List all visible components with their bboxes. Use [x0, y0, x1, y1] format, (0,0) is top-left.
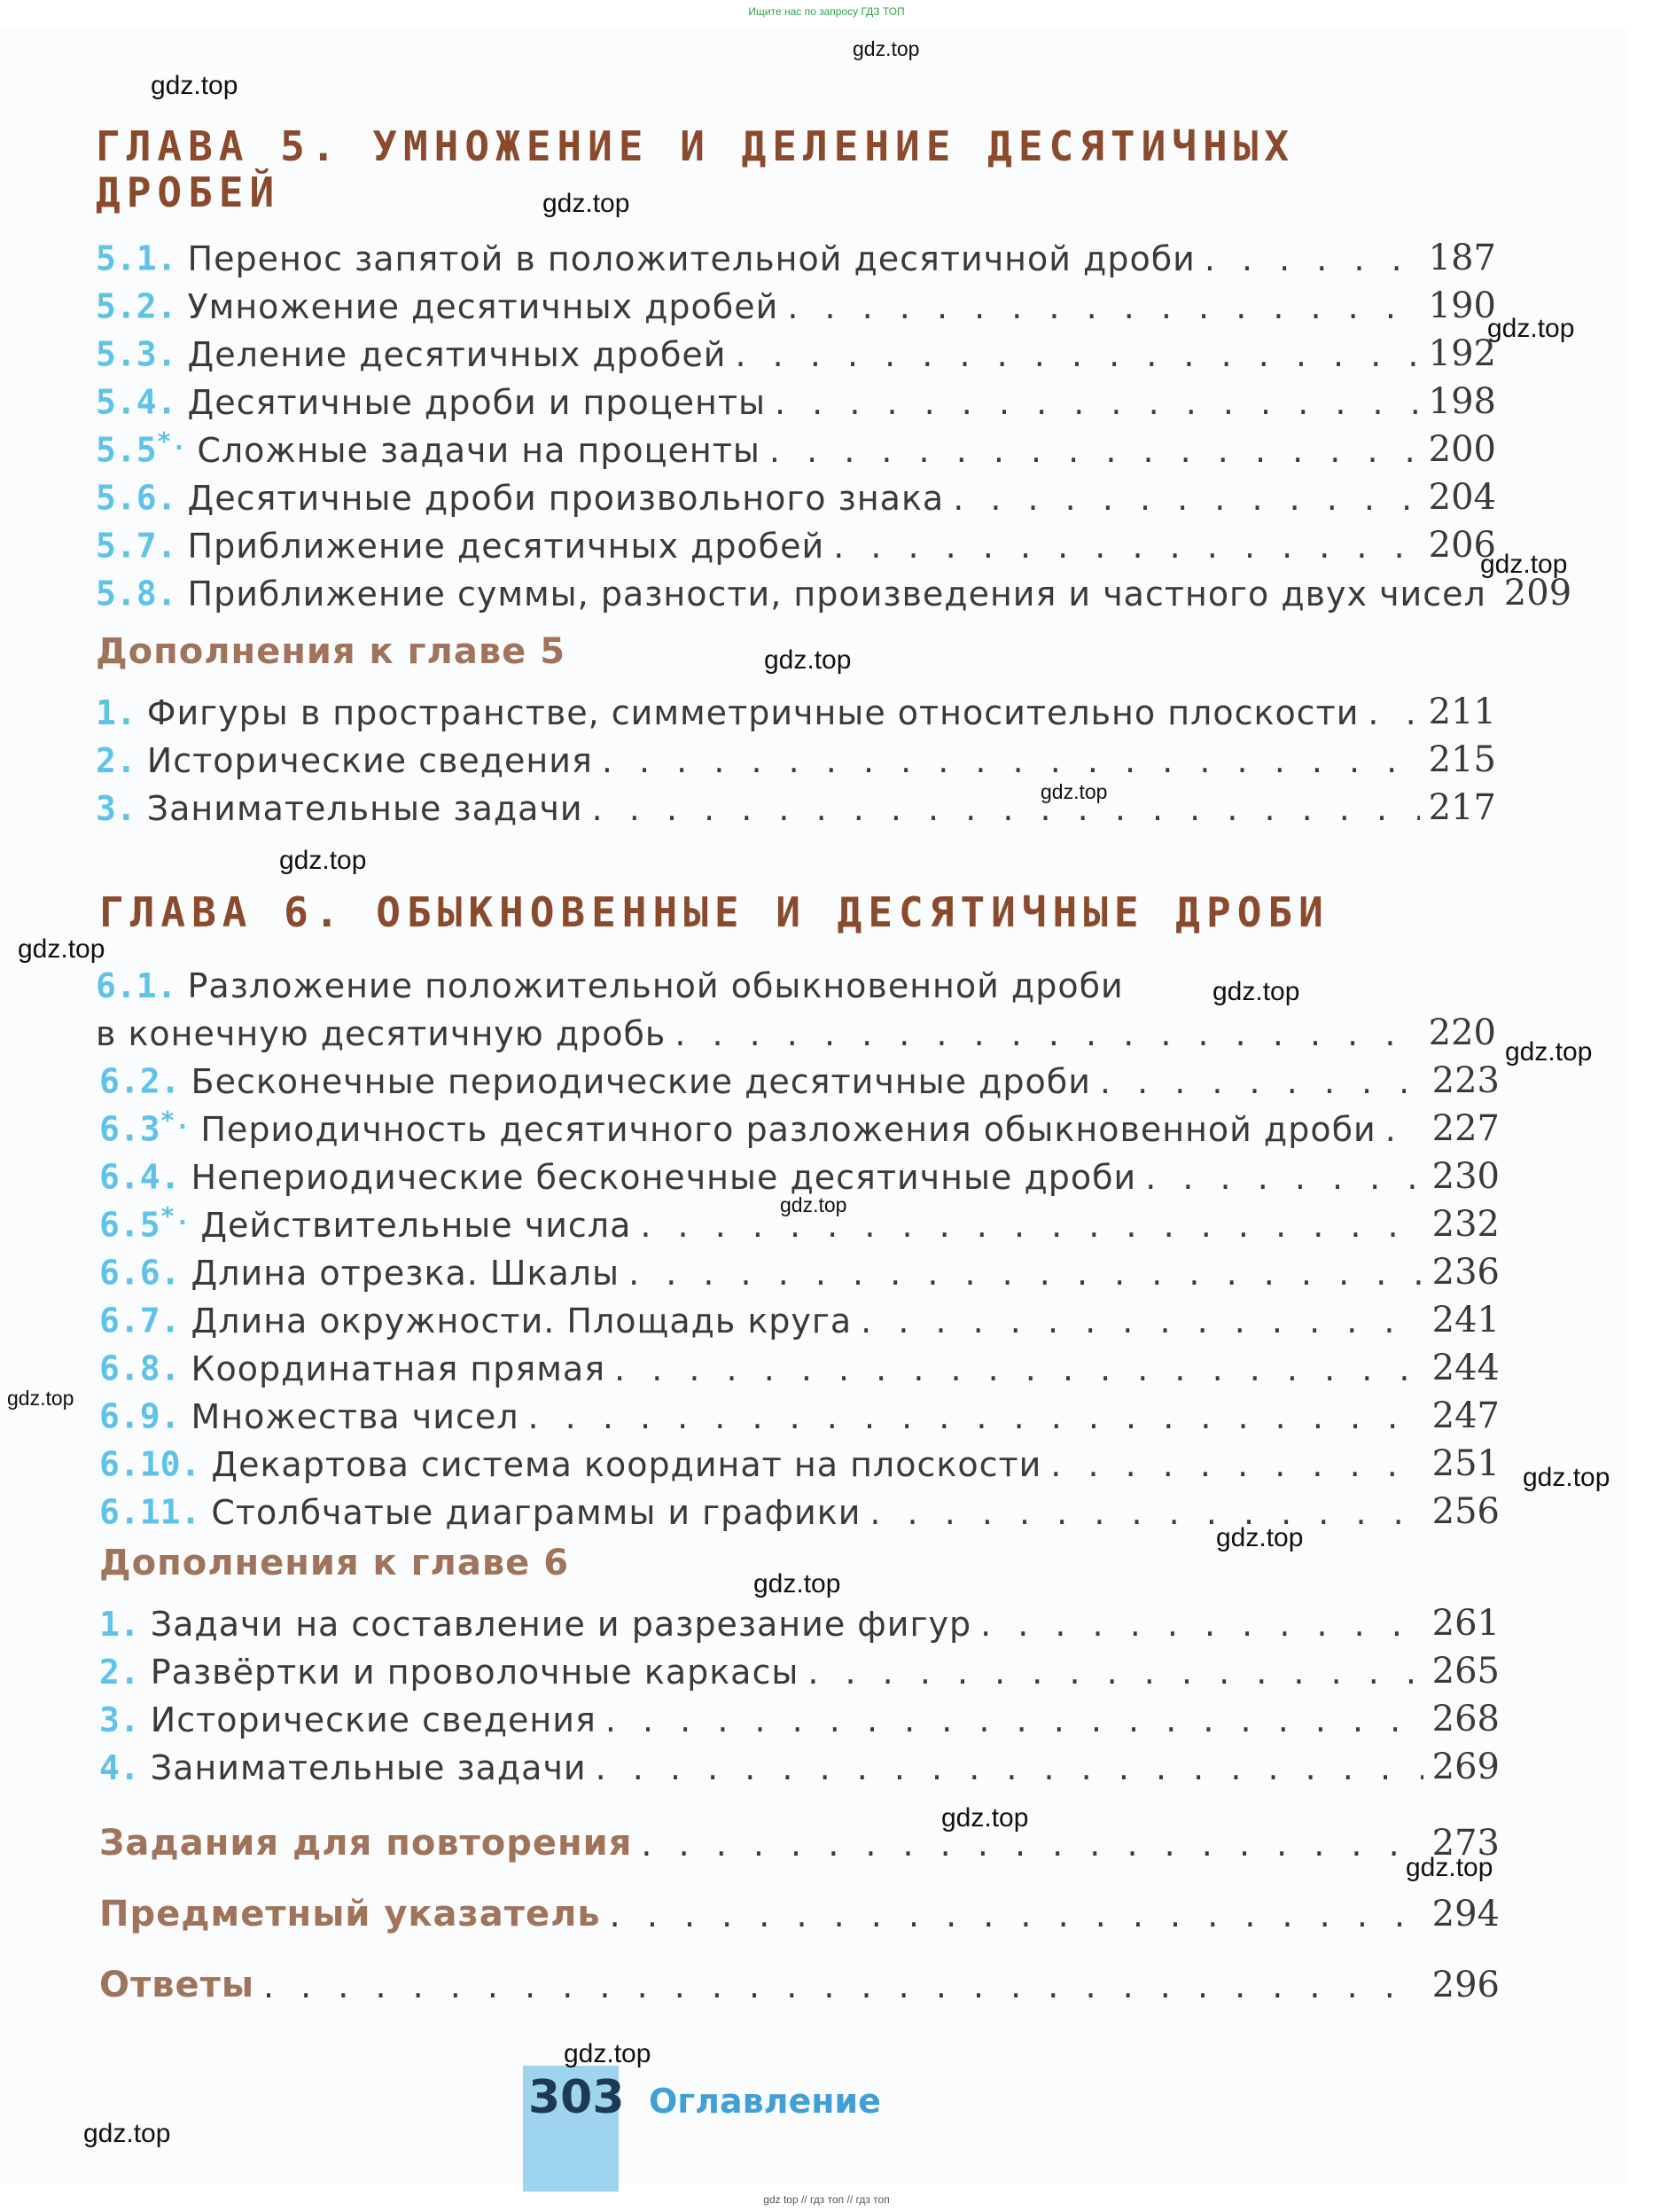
entry-number: 6.11. — [99, 1493, 201, 1532]
entry-title: Деление десятичных дробей — [187, 335, 727, 374]
toc-entry-chapter5[interactable] — [96, 424, 1496, 470]
leader-dots — [1145, 1158, 1423, 1197]
entry-title: Умножение десятичных дробей — [187, 287, 779, 326]
entry-page: 261 — [1431, 1603, 1500, 1644]
entry-title: Длина отрезка. Шкалы — [191, 1254, 620, 1293]
chapter-6-title: ГЛАВА 6. ОБЫКНОВЕННЫЕ И ДЕСЯТИЧНЫЕ ДРОБИ — [99, 888, 1329, 936]
entry-page: 217 — [1428, 787, 1496, 828]
entry-page: 190 — [1428, 285, 1496, 326]
toc-supplement-chapter6[interactable] — [99, 1693, 1500, 1739]
entry-title: Длина окружности. Площадь круга — [191, 1301, 853, 1340]
watermark: gdz.top — [542, 189, 630, 218]
entry-page: 220 — [1428, 1012, 1496, 1053]
toc-entry-chapter6[interactable] — [99, 1103, 1500, 1149]
leader-dots — [528, 1397, 1423, 1436]
entry-title: Занимательные задачи — [150, 1748, 587, 1787]
entry-title: Десятичные дроби и проценты — [187, 383, 766, 422]
entry-number: 6.6. — [99, 1254, 181, 1293]
entry-page: 227 — [1431, 1108, 1500, 1149]
toc-end-section[interactable] — [99, 1959, 1500, 2005]
top-note: Ищите нас по запросу ГДЗ ТОП — [748, 5, 905, 18]
toc-entry-chapter6[interactable] — [99, 1055, 1500, 1101]
entry-number: 6.3*. — [99, 1106, 191, 1149]
toc-entry-chapter5[interactable] — [96, 520, 1496, 566]
toc-end-section[interactable] — [99, 1817, 1500, 1864]
watermark: gdz.top — [1505, 1037, 1593, 1067]
watermark: gdz.top — [753, 1569, 841, 1598]
entry-number: 5.2. — [96, 287, 177, 326]
entry-page: 232 — [1431, 1204, 1500, 1245]
toc-entry-chapter5[interactable] — [96, 376, 1496, 422]
watermark: gdz.top — [279, 846, 367, 875]
entry-title: Столбчатые диаграммы и графики — [211, 1493, 862, 1532]
entry-page: 251 — [1431, 1443, 1500, 1484]
watermark: gdz.top — [1523, 1463, 1610, 1492]
watermark: gdz.top — [1487, 314, 1575, 343]
toc-entry-chapter5[interactable] — [96, 472, 1496, 518]
toc-entry-chapter6[interactable] — [99, 1342, 1500, 1388]
entry-number: 6.4. — [99, 1158, 181, 1197]
entry-number: 1. — [99, 1605, 140, 1644]
entry-title: Десятичные дроби произвольного знака — [187, 479, 945, 518]
toc-supplement-chapter5[interactable] — [96, 734, 1496, 780]
toc-end-section[interactable] — [99, 1888, 1500, 1935]
leader-dots — [596, 1748, 1423, 1787]
entry-number: 4. — [99, 1748, 140, 1787]
entry-number: 6.8. — [99, 1349, 181, 1388]
entry-page: 215 — [1428, 739, 1496, 780]
leader-dots — [787, 287, 1419, 326]
entry-page: 296 — [1431, 1965, 1500, 2005]
entry-title: Приближение десятичных дробей — [187, 527, 825, 566]
entry-number: 5.7. — [96, 527, 177, 566]
leader-dots — [628, 1254, 1423, 1293]
entry-page: 265 — [1431, 1651, 1500, 1692]
entry-page: 192 — [1428, 333, 1496, 374]
toc-supplement-chapter6[interactable] — [99, 1598, 1500, 1644]
leader-dots — [953, 479, 1419, 518]
toc-entry-chapter5[interactable] — [96, 328, 1496, 374]
watermark: gdz.top — [564, 2039, 651, 2068]
leader-dots — [263, 1966, 1423, 2005]
leader-dots — [861, 1301, 1423, 1340]
entry-title: Множества чисел — [191, 1397, 519, 1436]
watermark: gdz.top — [18, 934, 105, 964]
entry-page: 247 — [1431, 1395, 1500, 1436]
entry-page: 244 — [1431, 1348, 1500, 1388]
entry-title: Фигуры в пространстве, симметричные относительно плоскости — [146, 693, 1360, 732]
entry-page: 204 — [1428, 477, 1496, 518]
entry-number: 6.10. — [99, 1445, 201, 1484]
entry-number: 2. — [96, 741, 136, 780]
leader-dots — [807, 1653, 1423, 1692]
leader-dots — [1100, 1062, 1423, 1101]
chapter-6-supplements-title: Дополнения к главе 6 — [99, 1543, 570, 1583]
entry-page: 187 — [1428, 238, 1496, 278]
entry-number: 6.9. — [99, 1397, 181, 1436]
entry-number: 6.1. — [96, 966, 177, 1005]
toc-entry-6-1-continued[interactable] — [96, 1007, 1496, 1053]
entry-page: 294 — [1431, 1894, 1500, 1935]
entry-title: Приближение суммы, разности, произведения и частного двух чисел — [187, 574, 1486, 614]
entry-title: Координатная прямая — [191, 1349, 606, 1388]
leader-dots — [1205, 239, 1420, 278]
leader-dots — [610, 1895, 1423, 1935]
entry-title: Перенос запятой в положительной десятичной дроби — [187, 239, 1196, 278]
watermark: gdz.top — [780, 1193, 847, 1216]
leader-dots — [640, 1206, 1423, 1245]
leader-dots — [674, 1014, 1419, 1053]
entry-page: 256 — [1431, 1491, 1500, 1532]
entry-page: 200 — [1428, 429, 1496, 470]
watermark: gdz.top — [1480, 550, 1568, 579]
entry-number: 5.4. — [96, 383, 177, 422]
entry-title: Задачи на составление и разрезание фигур — [150, 1605, 972, 1644]
entry-title: Исторические сведения — [146, 741, 593, 780]
entry-page: 206 — [1428, 525, 1496, 566]
leader-dots — [769, 431, 1420, 470]
watermark: gdz.top — [1212, 977, 1300, 1006]
entry-page: 269 — [1431, 1747, 1500, 1787]
entry-number: 5.3. — [96, 335, 177, 374]
toc-entry-chapter6[interactable] — [99, 1438, 1500, 1484]
watermark: gdz.top — [853, 37, 920, 60]
entry-title: Занимательные задачи — [146, 789, 583, 828]
watermark: gdz.top — [1041, 780, 1108, 803]
entry-title-continued: в конечную десятичную дробь — [96, 1014, 667, 1053]
entry-title: Сложные задачи на проценты — [197, 431, 760, 470]
entry-page: 236 — [1431, 1252, 1500, 1293]
toc-entry-chapter6[interactable] — [99, 1247, 1500, 1293]
toc-supplement-chapter6[interactable] — [99, 1645, 1500, 1692]
entry-title: Предметный указатель — [99, 1894, 601, 1935]
entry-number: 5.6. — [96, 479, 177, 518]
bottom-note: gdz top // гдз топ // гдз топ — [763, 2193, 890, 2206]
entry-number: 5.1. — [96, 239, 177, 278]
watermark: gdz.top — [7, 1387, 74, 1410]
watermark: gdz.top — [941, 1803, 1029, 1833]
entry-title: Периодичность десятичного разложения обыкновенной дроби — [200, 1110, 1376, 1149]
watermark: gdz.top — [83, 2119, 171, 2148]
entry-page: 241 — [1431, 1300, 1500, 1340]
leader-dots — [1050, 1445, 1423, 1484]
leader-dots — [592, 789, 1420, 828]
leader-dots — [775, 383, 1420, 422]
leader-dots — [641, 1825, 1423, 1864]
toc-supplement-chapter5[interactable] — [96, 686, 1496, 732]
entry-page: 230 — [1431, 1156, 1500, 1197]
entry-title: Бесконечные периодические десятичные дроби — [191, 1062, 1091, 1101]
optional-marker: *. — [160, 1201, 191, 1231]
page-number: 303 — [528, 2071, 625, 2124]
entry-number: 1. — [96, 693, 136, 732]
chapter-5-supplements-title: Дополнения к главе 5 — [96, 631, 566, 672]
chapter-5-title-line1: ГЛАВА 5. УМНОЖЕНИЕ И ДЕЛЕНИЕ ДЕСЯТИЧНЫХ — [96, 122, 1296, 170]
toc-supplement-chapter6[interactable] — [99, 1741, 1500, 1787]
optional-marker: *. — [160, 1106, 191, 1136]
leader-dots — [1385, 1110, 1423, 1149]
toc-entry-chapter5[interactable] — [96, 280, 1496, 326]
chapter-5-title-line2: ДРОБЕЙ — [96, 168, 281, 216]
entry-title: Непериодические бесконечные десятичные дроби — [191, 1158, 1137, 1197]
entry-page: 209 — [1503, 573, 1572, 614]
entry-title: Исторические сведения — [150, 1700, 596, 1739]
leader-dots — [605, 1700, 1423, 1739]
leader-dots — [833, 527, 1419, 566]
watermark: gdz.top — [764, 645, 852, 675]
entry-number: 3. — [96, 789, 136, 828]
watermark: gdz.top — [1216, 1523, 1304, 1552]
leader-dots — [1368, 693, 1419, 732]
entry-page: 268 — [1431, 1699, 1500, 1739]
entry-title: Ответы — [99, 1965, 254, 2005]
entry-number: 3. — [99, 1700, 140, 1739]
leader-dots — [736, 335, 1420, 374]
entry-number: 6.7. — [99, 1301, 181, 1340]
toc-entry-chapter6[interactable] — [99, 1294, 1500, 1340]
entry-number: 6.5*. — [99, 1201, 191, 1245]
entry-number: 5.8. — [96, 574, 177, 614]
optional-marker: *. — [156, 426, 187, 457]
entry-title: Действительные числа — [200, 1206, 632, 1245]
footer-section-title: Оглавление — [649, 2082, 881, 2121]
entry-number: 6.2. — [99, 1062, 181, 1101]
entry-title: Задания для повторения — [99, 1823, 633, 1864]
toc-supplement-chapter5[interactable] — [96, 782, 1496, 828]
entry-title: Развёртки и проволочные каркасы — [150, 1653, 799, 1692]
toc-entry-chapter5[interactable] — [96, 567, 1572, 614]
leader-dots — [614, 1349, 1423, 1388]
entry-number: 5.5*. — [96, 426, 187, 470]
entry-page: 273 — [1431, 1823, 1500, 1864]
toc-entry-chapter6[interactable] — [99, 1151, 1500, 1197]
watermark: gdz.top — [151, 71, 238, 100]
leader-dots — [602, 741, 1420, 780]
entry-number: 2. — [99, 1653, 140, 1692]
leader-dots — [980, 1605, 1423, 1644]
watermark: gdz.top — [1406, 1853, 1493, 1882]
leader-dots — [869, 1493, 1423, 1532]
entry-page: 211 — [1428, 692, 1496, 732]
toc-entry-chapter5[interactable] — [96, 232, 1496, 278]
toc-entry-chapter6[interactable] — [99, 1390, 1500, 1436]
entry-title: Декартова система координат на плоскости — [211, 1445, 1042, 1484]
entry-page: 223 — [1431, 1060, 1500, 1101]
entry-page: 198 — [1428, 381, 1496, 422]
entry-title: Разложение положительной обыкновенной дроби — [187, 966, 1124, 1005]
